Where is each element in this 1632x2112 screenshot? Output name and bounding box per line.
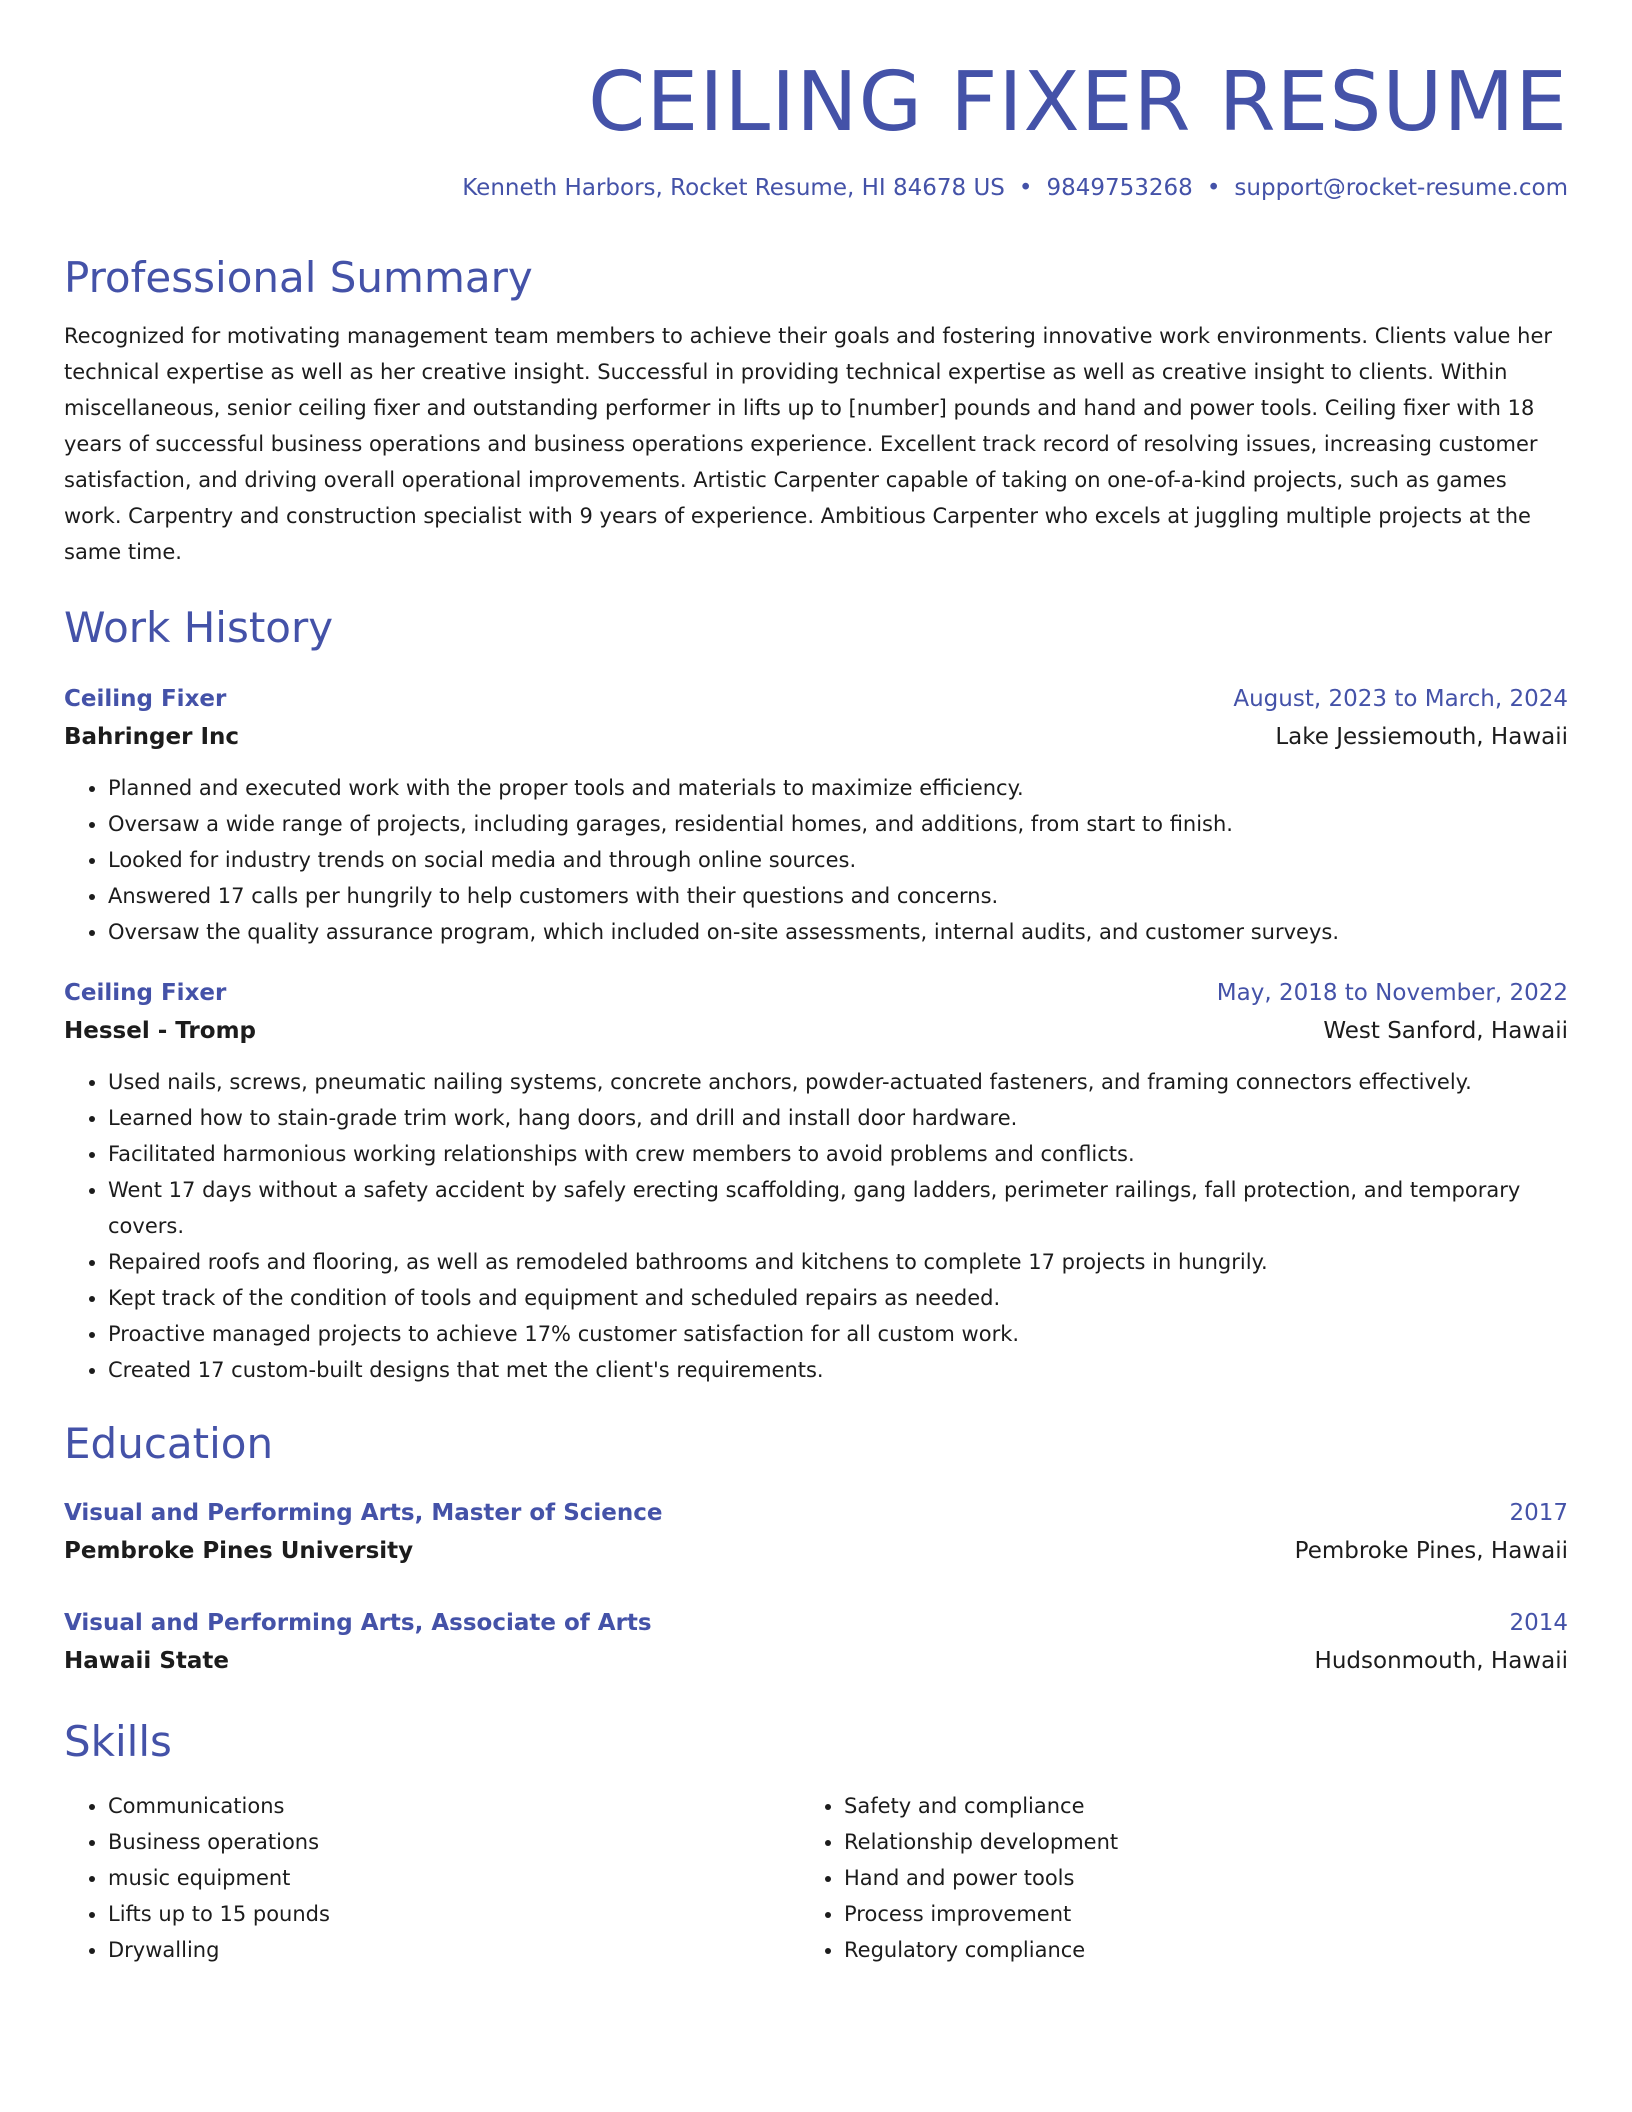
job-bullet: • Facilitated harmonious working relationships with crew members to avoid problems and conflicts.: [108, 1136, 1568, 1172]
job-bullet: • Went 17 days without a safety accident by safely erecting scaffolding, gang ladders, perimeter railings, fall protection, and temporary covers.: [108, 1172, 1568, 1244]
job-company-row: [64, 1012, 1568, 1050]
contact-line: [64, 172, 1568, 204]
job-company: Hessel - Tromp: [64, 1018, 257, 1044]
job-title-row: [64, 680, 1568, 718]
skills-columns: [64, 1788, 1568, 1968]
job-bullet: • Oversaw a wide range of projects, including garages, residential homes, and additions, from start to finish.: [108, 806, 1568, 842]
skills-heading: Skills: [64, 1717, 172, 1766]
contact-address: Kenneth Harbors, Rocket Resume, HI 84678 US: [462, 175, 1005, 201]
job-bullet: • Proactive managed projects to achieve 17% customer satisfaction for all custom work.: [108, 1316, 1568, 1352]
contact-phone: 9849753268: [1046, 175, 1193, 201]
job-bullet: • Answered 17 calls per hungrily to help customers with their questions and concerns.: [108, 878, 1568, 914]
job-bullet: • Created 17 custom-built designs that met the client's requirements.: [108, 1352, 1568, 1388]
skill-item: • music equipment: [108, 1860, 800, 1896]
skill-item: • Lifts up to 15 pounds: [108, 1896, 800, 1932]
skill-item: • Relationship development: [844, 1824, 1536, 1860]
job-bullet: • Repaired roofs and flooring, as well as remodeled bathrooms and kitchens to complete 17 projects in hungrily.: [108, 1244, 1568, 1280]
work-history-heading: Work History: [64, 603, 334, 652]
contact-separator: •: [1206, 175, 1221, 201]
education-school: Pembroke Pines University: [64, 1538, 414, 1564]
skill-item: • Process improvement: [844, 1896, 1536, 1932]
job-bullet: • Used nails, screws, pneumatic nailing systems, concrete anchors, powder-actuated fasteners, and framing connectors effectively.: [108, 1064, 1568, 1100]
education-year: 2014: [1509, 1610, 1568, 1636]
job-company: Bahringer Inc: [64, 724, 240, 750]
skill-item: • Business operations: [108, 1824, 800, 1860]
job-location: Lake Jessiemouth, Hawaii: [1275, 724, 1568, 750]
job-bullets: [64, 1064, 1568, 1388]
job-dates: May, 2018 to November, 2022: [1216, 980, 1568, 1006]
job-bullet: • Learned how to stain-grade trim work, hang doors, and drill and install door hardware.: [108, 1100, 1568, 1136]
job-bullet: • Looked for industry trends on social media and through online sources.: [108, 842, 1568, 878]
education-degree: Visual and Performing Arts, Associate of Arts: [64, 1610, 652, 1636]
job-bullet: • Oversaw the quality assurance program, which included on-site assessments, internal audits, and customer surveys.: [108, 914, 1568, 950]
job-title: Ceiling Fixer: [64, 980, 227, 1006]
job-dates: August, 2023 to March, 2024: [1233, 686, 1568, 712]
education-entry: [64, 1494, 1568, 1570]
job-entry: [64, 680, 1568, 950]
education-degree-row: [64, 1604, 1568, 1642]
skill-item: • Safety and compliance: [844, 1788, 1536, 1824]
summary-heading: Professional Summary: [64, 253, 533, 302]
job-company-row: [64, 718, 1568, 756]
job-title: Ceiling Fixer: [64, 686, 227, 712]
summary-text: Recognized for motivating management team members to achieve their goals and fostering innovative work environments. Clients value her technical expertise as well as her creative insight. Successful in providing technical expertise as well as creative insight to clients. Within miscellaneous, senior ceiling fixer and outstanding performer in lifts up to [number] pounds and hand and power tools. Ceiling fixer with 18 years of successful business operations and business operations experience. Excellent track record of resolving issues, increasing customer satisfaction, and driving overall operational improvements. Artistic Carpenter capable of taking on one-of-a-kind projects, such as games work. Carpentry and construction specialist with 9 years of experience. Ambitious Carpenter who excels at juggling multiple projects at the same time.: [64, 324, 1553, 564]
skills-list-left: [64, 1788, 800, 1968]
education-school: Hawaii State: [64, 1648, 229, 1674]
education-heading: Education: [64, 1419, 274, 1468]
education-year: 2017: [1509, 1500, 1568, 1526]
skill-item: • Communications: [108, 1788, 800, 1824]
job-bullets: [64, 770, 1568, 950]
education-degree-row: [64, 1494, 1568, 1532]
skill-item: • Regulatory compliance: [844, 1932, 1536, 1968]
job-bullet: • Kept track of the condition of tools and equipment and scheduled repairs as needed.: [108, 1280, 1568, 1316]
education-entry: [64, 1604, 1568, 1680]
contact-email: support@rocket-resume.com: [1234, 175, 1568, 201]
job-title-row: [64, 974, 1568, 1012]
skills-list-right: [800, 1788, 1536, 1968]
skill-item: • Drywalling: [108, 1932, 800, 1968]
education-school-row: [64, 1642, 1568, 1680]
job-entry: [64, 974, 1568, 1388]
education-location: Hudsonmouth, Hawaii: [1314, 1648, 1568, 1674]
education-location: Pembroke Pines, Hawaii: [1294, 1538, 1568, 1564]
job-location: West Sanford, Hawaii: [1323, 1018, 1568, 1044]
resume-title: CEILING FIXER RESUME: [588, 55, 1568, 150]
job-bullet: • Planned and executed work with the proper tools and materials to maximize efficiency.: [108, 770, 1568, 806]
education-school-row: [64, 1532, 1568, 1570]
skill-item: • Hand and power tools: [844, 1860, 1536, 1896]
education-degree: Visual and Performing Arts, Master of Science: [64, 1500, 663, 1526]
contact-separator: •: [1018, 175, 1033, 201]
